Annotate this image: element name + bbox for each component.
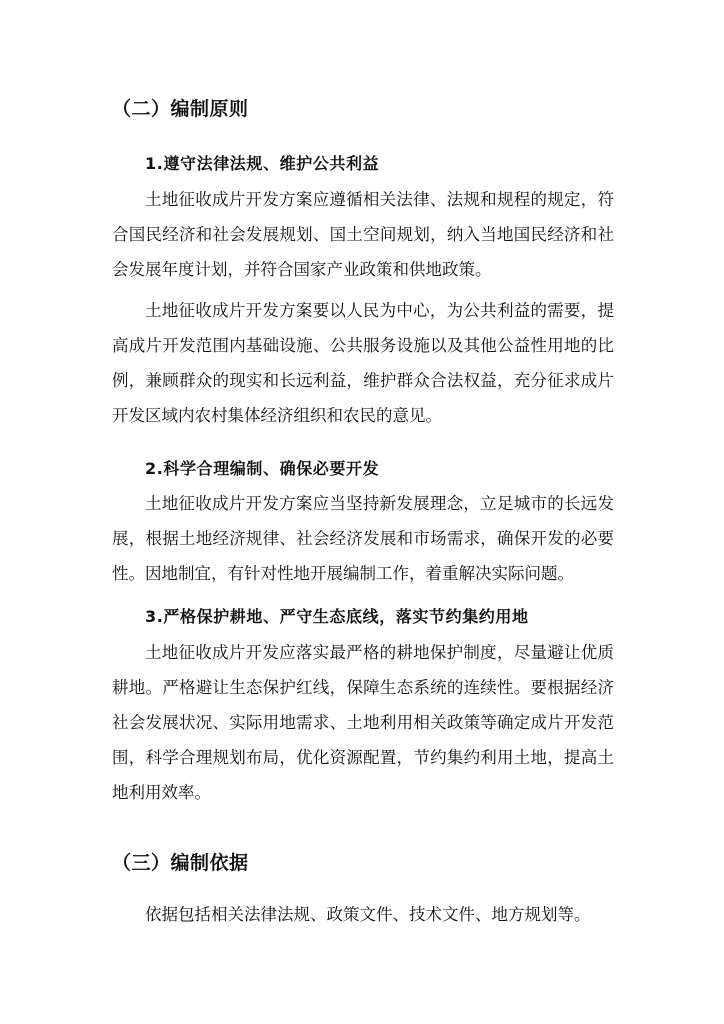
paragraph-scientific-planning [112,493,614,598]
text-line: 土地征收成片开发方案要以人民为中心，为公共利益的需要，提 [145,301,614,320]
section-heading-basis: （三）编制依据 [112,852,249,874]
text-line: 依据包括相关法律法规、政策文件、技术文件、地方规划等。 [145,905,591,924]
text-line: 土地征收成片开发方案应遵循相关法律、法规和规程的规定，符 [145,190,614,209]
text-line: 例，兼顾群众的现实和长远利益，维护群众合法权益，充分征求成片 [112,371,614,390]
subheading-farmland-protection: 3.严格保护耕地、严守生态底线，落实节约集约用地 [145,607,529,626]
text-line: 围，科学合理规划布局，优化资源配置，节约集约利用土地，提高土 [112,748,614,767]
text-line: 性。因地制宜，有针对性地开展编制工作，着重解决实际问题。 [112,564,574,583]
subheading-law-compliance: 1.遵守法律法规、维护公共利益 [145,154,380,173]
text-line: 社会发展状况、实际用地需求、土地利用相关政策等确定成片开发范 [112,713,614,732]
text-line: 合国民经济和社会发展规划、国土空间规划，纳入当地国民经济和社 [112,225,614,244]
subheading-scientific-planning: 2.科学合理编制、确保必要开发 [145,459,380,478]
text-line: 地利用效率。 [112,783,211,802]
paragraph-law-compliance-2 [112,300,614,440]
paragraph-law-compliance-1 [112,189,614,294]
text-line: 高成片开发范围内基础设施、公共服务设施以及其他公益性用地的比 [112,336,614,355]
text-line: 会发展年度计划，并符合国家产业政策和供地政策。 [112,260,492,279]
text-line: 展，根据土地经济规律、社会经济发展和市场需求，确保开发的必要 [112,529,614,548]
paragraph-basis [112,904,614,939]
text-line: 土地征收成片开发应落实最严格的耕地保护制度，尽量避让优质 [145,643,614,662]
text-line: 开发区域内农村集体经济组织和农民的意见。 [112,406,442,425]
section-heading-principles: （二）编制原则 [112,98,249,120]
text-line: 土地征收成片开发方案应当坚持新发展理念，立足城市的长远发 [145,494,614,513]
text-line: 耕地。严格避让生态保护红线，保障生态系统的连续性。要根据经济 [112,678,614,697]
paragraph-farmland-protection [112,642,614,817]
